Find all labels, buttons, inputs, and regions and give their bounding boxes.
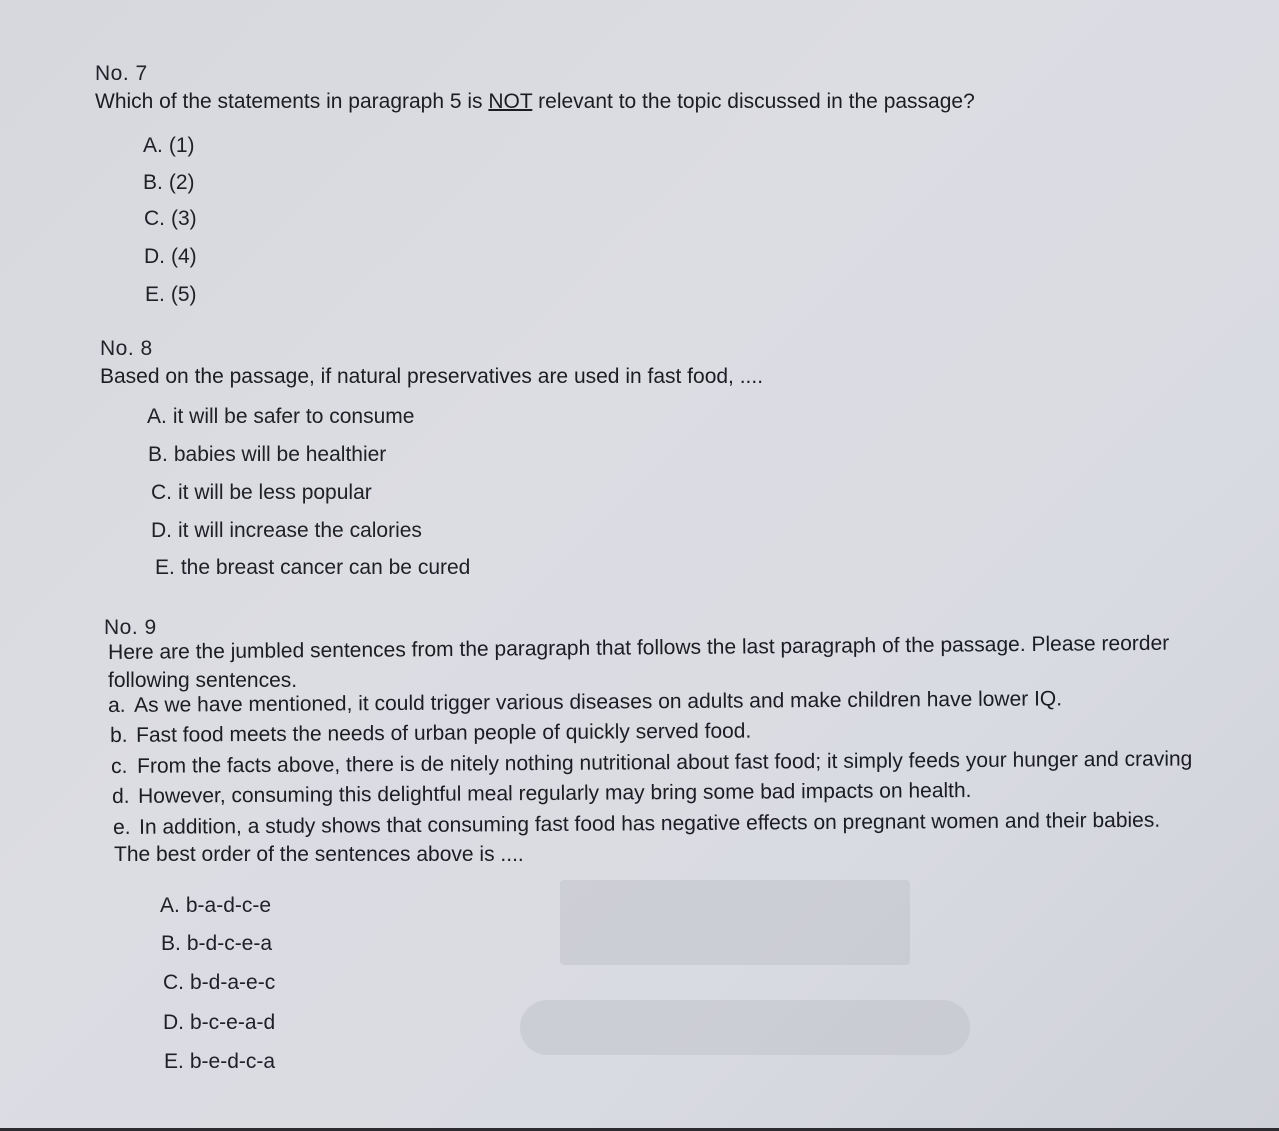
option-q7-d[interactable]: D. (4) <box>144 245 197 268</box>
option-q8-a[interactable]: A. it will be safer to consume <box>147 405 415 428</box>
sentence-e: e. In addition, a study shows that consuming fast food has negative effects on pregnant women and their babies. <box>113 808 1161 839</box>
emphasis-not: NOT <box>488 90 533 113</box>
sentence-d: d. However, consuming this delightful meal regularly may bring some bad impacts on health. <box>112 779 972 808</box>
option-q9-e[interactable]: E. b-e-d-c-a <box>164 1050 276 1073</box>
option-q7-b[interactable]: B. (2) <box>143 171 195 194</box>
option-q9-d[interactable]: D. b-c-e-a-d <box>163 1011 276 1034</box>
show-through-shape <box>520 1000 970 1055</box>
question-8 <box>100 337 1200 389</box>
option-q8-e[interactable]: E. the breast cancer can be cured <box>155 556 471 579</box>
question-number: No. 9 <box>104 616 157 639</box>
option-q9-a[interactable]: A. b-a-d-c-e <box>160 894 272 917</box>
sentence-c: c. From the facts above, there is de nitely nothing nutritional about fast food; it simply feeds your hunger and craving <box>111 747 1193 778</box>
sentence-a: a. As we have mentioned, it could trigger various diseases on adults and make children have lower IQ. <box>108 687 1063 717</box>
question-stem: Here are the jumbled sentences from the paragraph that follows the last paragraph of the passage. Please reorder <box>108 631 1170 664</box>
option-q8-b[interactable]: B. babies will be healthier <box>148 443 387 466</box>
show-through-shape <box>560 880 910 965</box>
option-q7-e[interactable]: E. (5) <box>145 283 197 306</box>
question-stem: Based on the passage, if natural preservatives are used in fast food, .... <box>100 365 764 388</box>
question-7 <box>95 62 1195 114</box>
question-stem: Which of the statements in paragraph 5 is NOT relevant to the topic discussed in the passage? <box>95 90 975 113</box>
question-stem-continued: following sentences. <box>108 669 298 692</box>
option-q7-c[interactable]: C. (3) <box>144 207 197 230</box>
option-q9-b[interactable]: B. b-d-c-e-a <box>161 932 273 955</box>
question-prompt: The best order of the sentences above is .... <box>114 843 524 866</box>
question-number: No. 7 <box>95 62 148 85</box>
option-q8-c[interactable]: C. it will be less popular <box>151 481 372 504</box>
option-q7-a[interactable]: A. (1) <box>143 134 195 157</box>
option-q8-d[interactable]: D. it will increase the calories <box>151 519 422 542</box>
question-number: No. 8 <box>100 337 153 360</box>
option-q9-c[interactable]: C. b-d-a-e-c <box>163 971 276 994</box>
sentence-b: b. Fast food meets the needs of urban people of quickly served food. <box>110 719 752 747</box>
